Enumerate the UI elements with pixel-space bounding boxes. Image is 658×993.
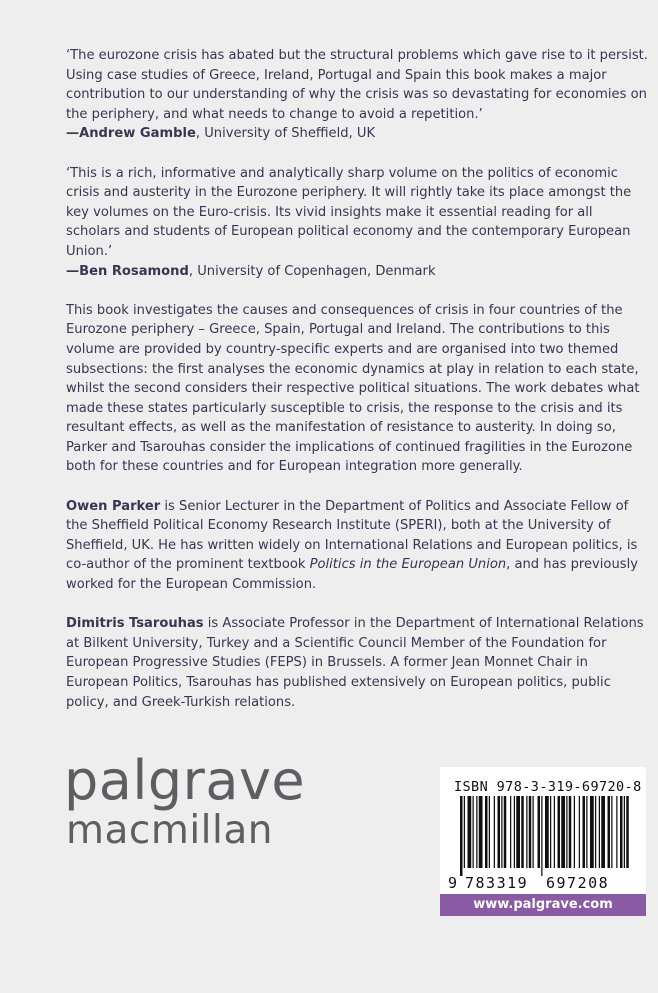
barcode-bar [558,796,561,868]
barcode-bar [569,796,572,868]
barcode-bar [550,796,551,868]
barcode-bar [529,796,532,868]
endorsement-quote: ‘The eurozone crisis has abated but the structural problems which gave rise to it persist. Using case studies of Greece, Ireland, Portugal and Spain this book makes a major contribution to our understanding of why the crisis was so devastating for economies on the periphery, and what needs to change to avoid a repetition.’ [66,48,648,122]
barcode-bar [566,796,567,868]
publisher-logo [64,749,306,853]
barcode-bar [473,796,474,868]
logo-macmillan: macmillan [66,808,273,853]
barcode-bar [583,796,586,868]
endorsement-attribution: —Andrew Gamble, University of Sheffield, UK [66,126,376,142]
barcode-digits-group2: 697208 [546,874,610,892]
barcode-bar [541,796,542,876]
endorser-affiliation: , University of Copenhagen, Denmark [188,263,436,279]
barcode-bar [468,796,472,868]
barcode-bar [533,796,534,868]
barcode-bar [586,796,587,868]
barcode-bar [538,796,541,868]
author-bio-parker: Owen Parker is Senior Lecturer in the Department of Politics and Associate Fellow of the Sheffield Political Economy Research Institute (SPERI), both at the University of Sheffield, UK. He has written widely on International Relations and European politics, is co-author of the prominent textbook Politics in the European Union, and has previously worked for the European Commission. [66,498,638,593]
barcode-bar [476,796,477,868]
barcode-bar [498,796,501,868]
author-bio-tsarouhas: Dimitris Tsarouhas is Associate Professor in the Department of International Relations at Bilkent University, Turkey and a Scientific Council Member of the Foundation for European Progressive Studies (FEPS) in Brussels. A former Jean Monnet Chair in European Politics, Tsarouhas has published extensively on European politics, public policy, and Greek-Turkish relations. [66,616,644,710]
barcode-bar [590,796,594,868]
book-description: This book investigates the causes and consequences of crisis in four countries of the Eurozone periphery – Greece, Spain, Portugal and Ireland. The contributions to this volume are provided by country-specific experts and are organised into two themed subsections: the first analyses the economic dynamics at play in relation to each state, whilst the second considers their respective political situations. The work debates what made these states particularly susceptible to crisis, the response to the crisis and its resultant effects, as well as the manifestation of resistance to austerity. In doing so, Parker and Tsarouhas consider the implications of continued fragilities in the Eurozone both for these countries and for European integration more generally. [66,302,640,475]
barcode-bar [464,796,465,868]
author-name: Dimitris Tsarouhas [66,616,204,632]
isbn-label: ISBN 978-3-319-69720-8 [454,779,642,795]
barcode-bar [526,796,527,868]
endorsement-1 [66,46,648,144]
barcode-bar [608,796,611,868]
barcode-bar [620,796,623,868]
endorsement-2 [66,164,648,282]
barcode-bar [510,796,511,868]
barcode-image [446,796,640,892]
barcode-bar [624,796,625,868]
author-name: Owen Parker [66,498,161,514]
barcode-bar [616,796,617,868]
publisher-url[interactable]: www.palgrave.com [440,894,646,916]
barcode-bar [574,796,575,868]
endorser-affiliation: , University of Sheffield, UK [195,126,376,142]
barcode-bar [599,796,600,868]
endorser-name: Ben Rosamond [79,263,189,279]
back-cover-text [66,46,648,732]
barcode-bar [514,796,515,868]
endorsement-attribution: —Ben Rosamond, University of Copenhagen, Denmark [66,263,436,279]
barcode-bar [501,796,502,868]
barcode-bar [554,796,555,868]
book-title: Politics in the European Union [309,557,507,573]
barcode-bar [611,796,612,868]
barcode-bar [626,796,629,868]
endorsement-quote: ‘This is a rich, informative and analytically sharp volume on the politics of economic crisis and austerity in the Eurozone periphery. It will rightly take its place amongst the key volumes on the Euro-crisis. Its vivid insights make it essential reading for all scholars and students of European political economy and the contemporary European Union.’ [66,165,632,259]
barcode-bar [504,796,507,868]
barcode-bar [516,796,520,868]
barcode-bar [579,796,580,868]
barcode-bar [485,796,488,868]
logo-palgrave: palgrave [64,749,306,812]
barcode-bar [601,796,605,868]
barcode-bar [595,796,596,868]
barcode-bar [545,796,549,868]
barcode-bar [479,796,483,868]
barcode-bar [460,796,463,876]
barcode-digits-group1: 783319 [465,874,529,892]
barcode-bar [561,796,565,868]
barcode-digit-first: 9 [448,874,458,892]
barcode-bar [494,796,495,868]
endorser-name: Andrew Gamble [79,126,196,142]
barcode-bar [521,796,524,868]
barcode-bar [489,796,490,868]
